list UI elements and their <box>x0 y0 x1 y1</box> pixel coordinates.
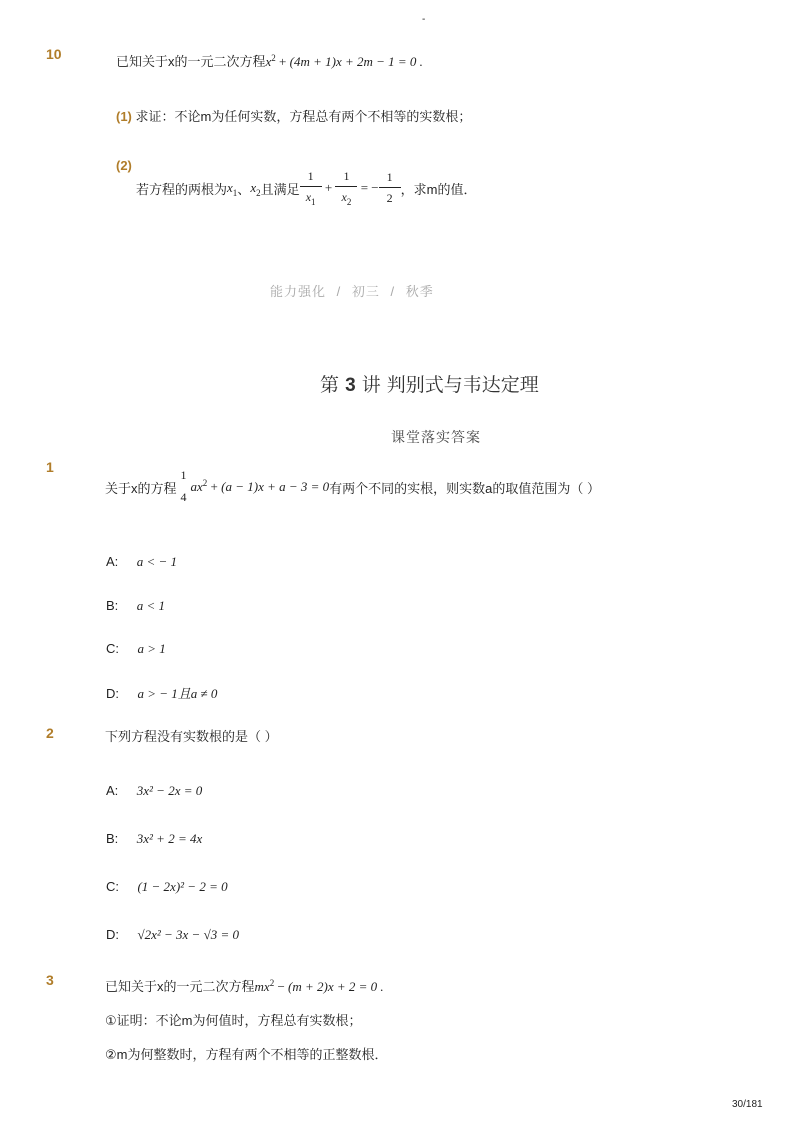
option-label: C: <box>106 879 119 894</box>
lecture-suffix: 讲 判别式与韦达定理 <box>361 374 539 396</box>
q2-option-a[interactable] <box>106 782 202 800</box>
q3-part2: ②m为何整数时，方程有两个不相等的正整数根． <box>105 1047 388 1062</box>
option-value: √2x² − 3x − √3 = 0 <box>137 927 239 942</box>
q3-stem: 已知关于x的一元二次方程$mx^2 - (m + 2)x + 2 = 0$ . <box>105 978 384 994</box>
fraction-1-over-x1: $\frac{1}{x_1}$ <box>300 166 322 208</box>
footer-sep-1: / <box>336 284 342 299</box>
option-label: C: <box>106 641 119 656</box>
fraction-1-over-x2: $\frac{1}{x_2}$ <box>335 166 357 208</box>
page-number: 30/181 <box>732 1099 763 1110</box>
q10-part2: 若方程的两根为 $x_1$ 、 $x_2$ 且满足 $\frac{1}{x_1}$ + $\frac{1}{x_2}$ = − $\frac{1}{2}$ ，求m的值． <box>136 160 476 216</box>
option-value: a < 1 <box>136 598 166 613</box>
q1-stem-a: 关于x的方程 <box>105 480 177 496</box>
q10-stem: 已知关于x的一元二次方程$x^2 + (4m + 1)x + 2m - 1 = 0$ . <box>116 53 423 69</box>
q3-eq: (m + 2)x + 2 = 0 . <box>288 979 384 994</box>
option-value: 3x² − 2x = 0 <box>136 783 203 798</box>
option-value: a > − 1且a ≠ 0 <box>137 686 218 701</box>
top-mark: - <box>422 14 426 25</box>
q1-option-c[interactable] <box>106 640 166 658</box>
q3-part1: ①证明：不论m为何值时，方程总有实数根； <box>105 1013 362 1028</box>
q1-option-a[interactable] <box>106 553 177 571</box>
question-number-1: 1 <box>46 459 54 475</box>
footer-link-ability[interactable]: 能力强化 <box>270 284 327 299</box>
q10-part1-label: (1) <box>116 109 132 124</box>
fraction-1-over-4: 1 4 <box>180 468 187 504</box>
q10-part2-label: (2) <box>116 158 132 173</box>
q10-part2-text-a: 若方程的两根为 <box>136 181 228 197</box>
q10-eq-rest: (4m + 1)x + 2m − 1 = 0 . <box>289 54 423 69</box>
option-value: a < − 1 <box>136 554 178 569</box>
q2-option-c[interactable] <box>106 878 228 896</box>
option-label: B: <box>106 831 119 846</box>
option-label: B: <box>106 598 119 613</box>
q10-part2-text-c: ，求m的值． <box>400 181 477 197</box>
question-number-2: 2 <box>46 725 54 741</box>
q3-mx2: $mx^2$ <box>254 978 275 994</box>
option-label: D: <box>106 927 119 942</box>
option-label: D: <box>106 686 119 701</box>
q10-stem-text: 已知关于x的一元二次方程 <box>116 54 266 69</box>
lecture-subtitle: 课堂落实答案 <box>391 430 481 446</box>
footer-breadcrumb <box>270 281 434 300</box>
q1-stem-b: 有两个不同的实根，则实数a的取值范围为（ ） <box>329 480 601 496</box>
footer-link-grade[interactable]: 初三 <box>351 284 380 299</box>
fraction-1-over-2: $\frac{1}{2}$ <box>379 167 401 208</box>
q10-x1: $x_1$ <box>227 180 238 198</box>
footer-link-season[interactable]: 秋季 <box>405 284 434 299</box>
option-label: A: <box>106 783 119 798</box>
q2-option-d[interactable] <box>106 926 239 944</box>
q10-x2: $x_2$ <box>250 180 261 198</box>
question-number-3: 3 <box>46 972 54 988</box>
footer-sep-2: / <box>390 284 396 299</box>
lecture-title <box>320 370 539 397</box>
option-label: A: <box>106 554 119 569</box>
q1-eq: (a − 1)x + a − 3 = 0 <box>221 479 330 494</box>
lecture-prefix: 第 <box>320 374 340 396</box>
q1-option-b[interactable] <box>106 597 165 615</box>
option-value: (1 − 2x)² − 2 = 0 <box>137 879 228 894</box>
q10-part1-text: 求证：不论m为任何实数，方程总有两个不相等的实数根； <box>135 109 472 124</box>
q10-eq-x2: $x^2$ <box>265 53 276 69</box>
q3-stem-text: 已知关于x的一元二次方程 <box>105 979 255 994</box>
lecture-number: 3 <box>345 375 356 396</box>
q10-part2-text-b: 且满足 <box>260 181 300 197</box>
question-number-10: 10 <box>46 46 62 62</box>
q10-part1 <box>116 106 471 125</box>
option-value: 3x² + 2 = 4x <box>136 831 203 846</box>
q2-option-b[interactable] <box>106 830 202 848</box>
q1-ax2: $ax^2$ <box>190 478 208 494</box>
option-value: a > 1 <box>137 641 166 656</box>
q2-stem: 下列方程没有实数根的是（ ） <box>105 729 278 744</box>
q1-option-d[interactable] <box>106 683 217 703</box>
q1-stem: 关于x的方程 1 4 $ax^2$ + (a − 1)x + a − 3 = 0 有两个不同的实根，则实数a的取值范围为（ ） <box>105 461 600 513</box>
